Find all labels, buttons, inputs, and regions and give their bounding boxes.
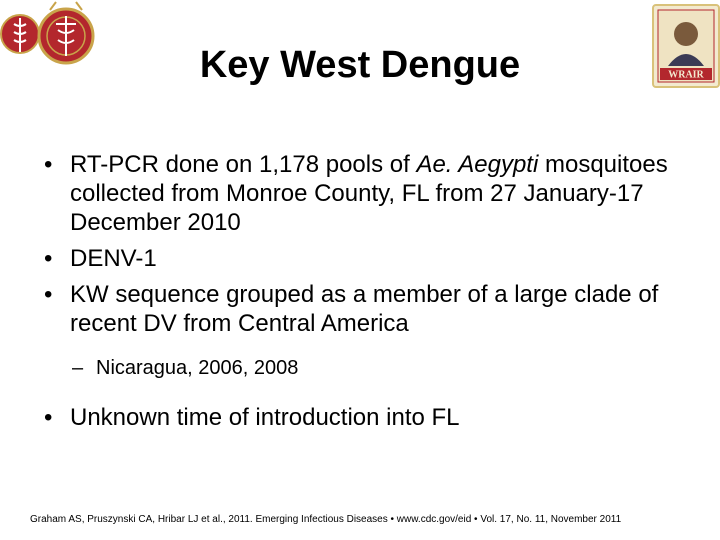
bullet-text: mosquitoes collected from Monroe County, FL from 27 January-17 December 2010 bbox=[70, 151, 668, 236]
bullet-dot: • bbox=[44, 245, 53, 272]
bullet-denv bbox=[44, 244, 684, 273]
sub-bullet-text: Nicaragua, 2006, 2008 bbox=[96, 357, 299, 379]
bullet-dot: • bbox=[44, 404, 53, 431]
bullet-text: DENV-1 bbox=[70, 245, 157, 272]
bullet-list bbox=[44, 150, 684, 439]
citation: Graham AS, Pruszynski CA, Hribar LJ et al., 2011. Emerging Infectious Diseases • www.cdc.gov/eid • Vol. 17, No. 11, November 2011 bbox=[30, 514, 622, 525]
bullet-text: RT-PCR done on 1,178 pools of bbox=[70, 151, 417, 178]
sub-bullet-nicaragua bbox=[44, 356, 684, 381]
sub-bullet-dash: – bbox=[72, 357, 84, 379]
bullet-text: KW sequence grouped as a member of a large clade of recent DV from Central America bbox=[70, 281, 659, 337]
bullet-kw-sequence bbox=[44, 280, 684, 338]
bullet-unknown-time bbox=[44, 403, 684, 432]
slide-title: Key West Dengue bbox=[199, 44, 521, 86]
bullet-italic: Ae. Aegypti bbox=[416, 151, 539, 178]
bullet-dot: • bbox=[44, 151, 53, 178]
bullet-rt-pcr bbox=[44, 150, 684, 237]
bullet-dot: • bbox=[44, 281, 53, 308]
bullet-text: Unknown time of introduction into FL bbox=[70, 404, 460, 431]
wrair-logo-text: WRAIR bbox=[668, 69, 704, 81]
